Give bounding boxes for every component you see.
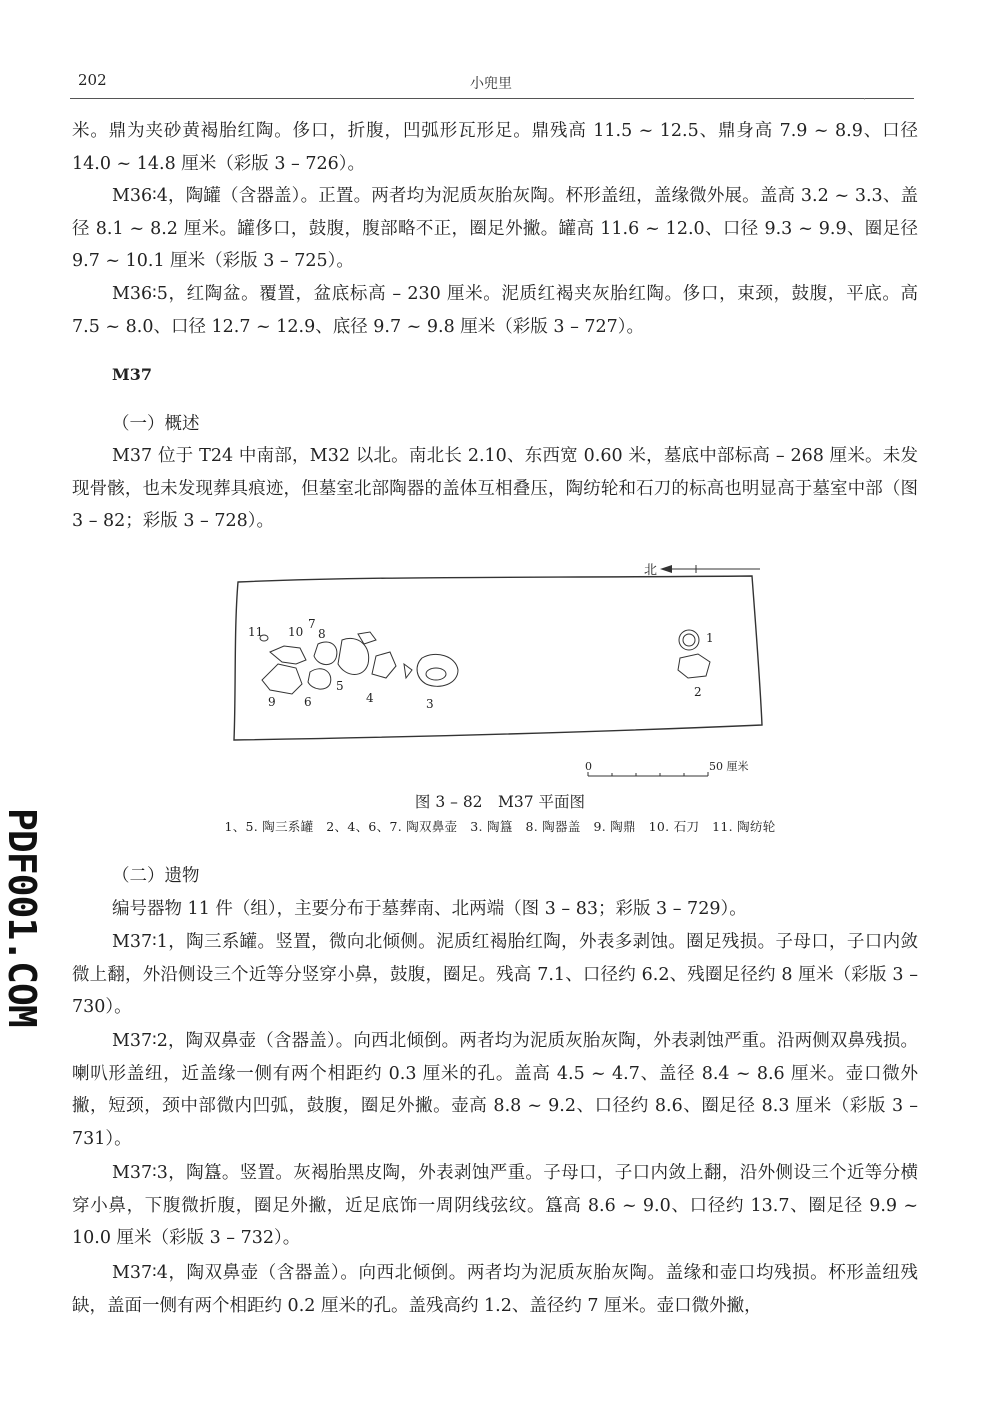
north-label: 北 xyxy=(644,563,658,578)
paragraph-2: M36∶4，陶罐（含器盖）。正置。两者均为泥质灰胎灰陶。杯形盖纽，盖缘微外展。盖高 3.2 ~ 3.3、盖径 8.1 ~ 8.2 厘米。罐侈口，鼓腹，腹部略不正，圈足外撇。罐高 11.6 ~ 12.0、口径 9.3 ~ 9.9、圈足径 9.7 ~ 10.1 厘米（彩版 3 – 725）。 xyxy=(72,186,918,272)
artifact-sherd xyxy=(404,664,412,678)
paragraph-4: M37 位于 T24 中南部，M32 以北。南北长 2.10、东西宽 0.60 米，墓底中部标高 – 268 厘米。未发现骨骸，也未发现葬具痕迹，但墓室北部陶器的盖体互相叠压，陶纺轮和石刀的标高也明显高于墓室中部（图 3 – 82；彩版 3 – 728）。 xyxy=(72,446,918,532)
scale-end: 50 厘米 xyxy=(709,760,749,773)
artifact-6 xyxy=(308,669,331,689)
scale-start: 0 xyxy=(585,760,592,773)
watermark: PDF001.COM xyxy=(0,808,44,1027)
tomb-outline xyxy=(234,576,762,740)
figure-legend: 1、5. 陶三系罐 2、4、6、7. 陶双鼻壶 3. 陶簋 8. 陶器盖 9. 陶鼎 10. 石刀 11. 陶纺轮 xyxy=(224,819,776,834)
label-5: 5 xyxy=(336,679,344,693)
label-11: 11 xyxy=(248,625,264,639)
page-number: 202 xyxy=(78,71,107,89)
artifact-4 xyxy=(372,652,396,678)
section-heading: M37 xyxy=(112,365,152,384)
label-10: 10 xyxy=(288,625,304,639)
paragraph-1: 米。鼎为夹砂黄褐胎红陶。侈口，折腹，凹弧形瓦形足。鼎残高 11.5 ~ 12.5、鼎身高 7.9 ~ 8.9、口径 14.0 ~ 14.8 厘米（彩版 3 – 726）。 xyxy=(72,121,918,174)
artifact-3 xyxy=(417,654,458,686)
artifact-1 xyxy=(679,630,699,650)
scan-mark: ˙ xyxy=(862,98,867,109)
label-8: 8 xyxy=(318,627,326,641)
paragraph-3: M36∶5，红陶盆。覆置，盆底标高 – 230 厘米。泥质红褐夹灰胎红陶。侈口，束颈，鼓腹，平底。高 7.5 ~ 8.0、口径 12.7 ~ 12.9、底径 9.7 ~ 9.8 厘米（彩版 3 – 727）。 xyxy=(72,284,918,337)
artifact-10 xyxy=(270,646,306,664)
tomb-plan-figure xyxy=(226,560,766,785)
paragraph-9: M37∶4，陶双鼻壶（含器盖）。向西北倾倒。两者均为泥质灰胎灰陶。盖缘和壶口均残损。杯形盖纽残缺，盖面一侧有两个相距约 0.2 厘米的孔。盖残高约 1.2、盖径约 7 厘米。壶口微外撇， xyxy=(72,1263,918,1316)
scale-bar xyxy=(588,772,708,776)
label-6: 6 xyxy=(304,695,312,709)
figure-caption: 图 3 – 82 M37 平面图 xyxy=(414,793,586,811)
artifact-7 xyxy=(314,642,337,665)
label-7: 7 xyxy=(308,617,316,631)
label-2: 2 xyxy=(694,685,702,699)
paragraph-6: M37∶1，陶三系罐。竖置，微向北倾侧。泥质红褐胎红陶，外表多剥蚀。圈足残损。子母口，子口内敛微上翻，外沿侧设三个近等分竖穿小鼻，鼓腹，圈足。残高 7.1、口径约 6.2、残圈足径约 8 厘米（彩版 3 – 730）。 xyxy=(72,932,918,1018)
paragraph-8: M37∶3，陶簋。竖置。灰褐胎黑皮陶，外表剥蚀严重。子母口，子口内敛上翻，沿外侧设三个近等分横穿小鼻，下腹微折腹，圈足外撇，近足底饰一周阴线弦纹。簋高 8.6 ~ 9.0、口径约 13.7、圈足径 9.9 ~ 10.0 厘米（彩版 3 – 732）。 xyxy=(72,1163,918,1249)
artifact-cluster-north xyxy=(260,632,458,694)
north-arrow-head xyxy=(660,565,672,573)
label-4: 4 xyxy=(366,691,374,705)
paragraph-5: 编号器物 11 件（组），主要分布于墓葬南、北两端（图 3 – 83；彩版 3 – 729）。 xyxy=(112,899,747,919)
label-3: 3 xyxy=(426,697,434,711)
artifact-9 xyxy=(262,664,302,694)
subhead-artifacts: （二）遗物 xyxy=(112,866,200,886)
label-9: 9 xyxy=(268,695,276,709)
paragraph-7: M37∶2，陶双鼻壶（含器盖）。向西北倾倒。两者均为泥质灰胎灰陶，外表剥蚀严重。沿两侧双鼻残损。喇叭形盖纽，近盖缘一侧有两个相距约 0.3 厘米的孔。盖高 4.5 ~ 4.7、盖径 8.4 ~ 8.6 厘米。壶口微外撇，短颈，颈中部微内凹弧，鼓腹，圈足外撇。壶高 8.8 ~ 9.2、口径约 8.6、圈足径 8.3 厘米（彩版 3 – 731）。 xyxy=(72,1031,918,1149)
running-title: 小兜里 xyxy=(470,76,512,92)
artifact-2 xyxy=(678,654,710,678)
artifact-8a xyxy=(358,632,376,644)
header-rule xyxy=(70,98,914,99)
label-1: 1 xyxy=(706,631,714,645)
subhead-overview: （一）概述 xyxy=(112,414,200,434)
